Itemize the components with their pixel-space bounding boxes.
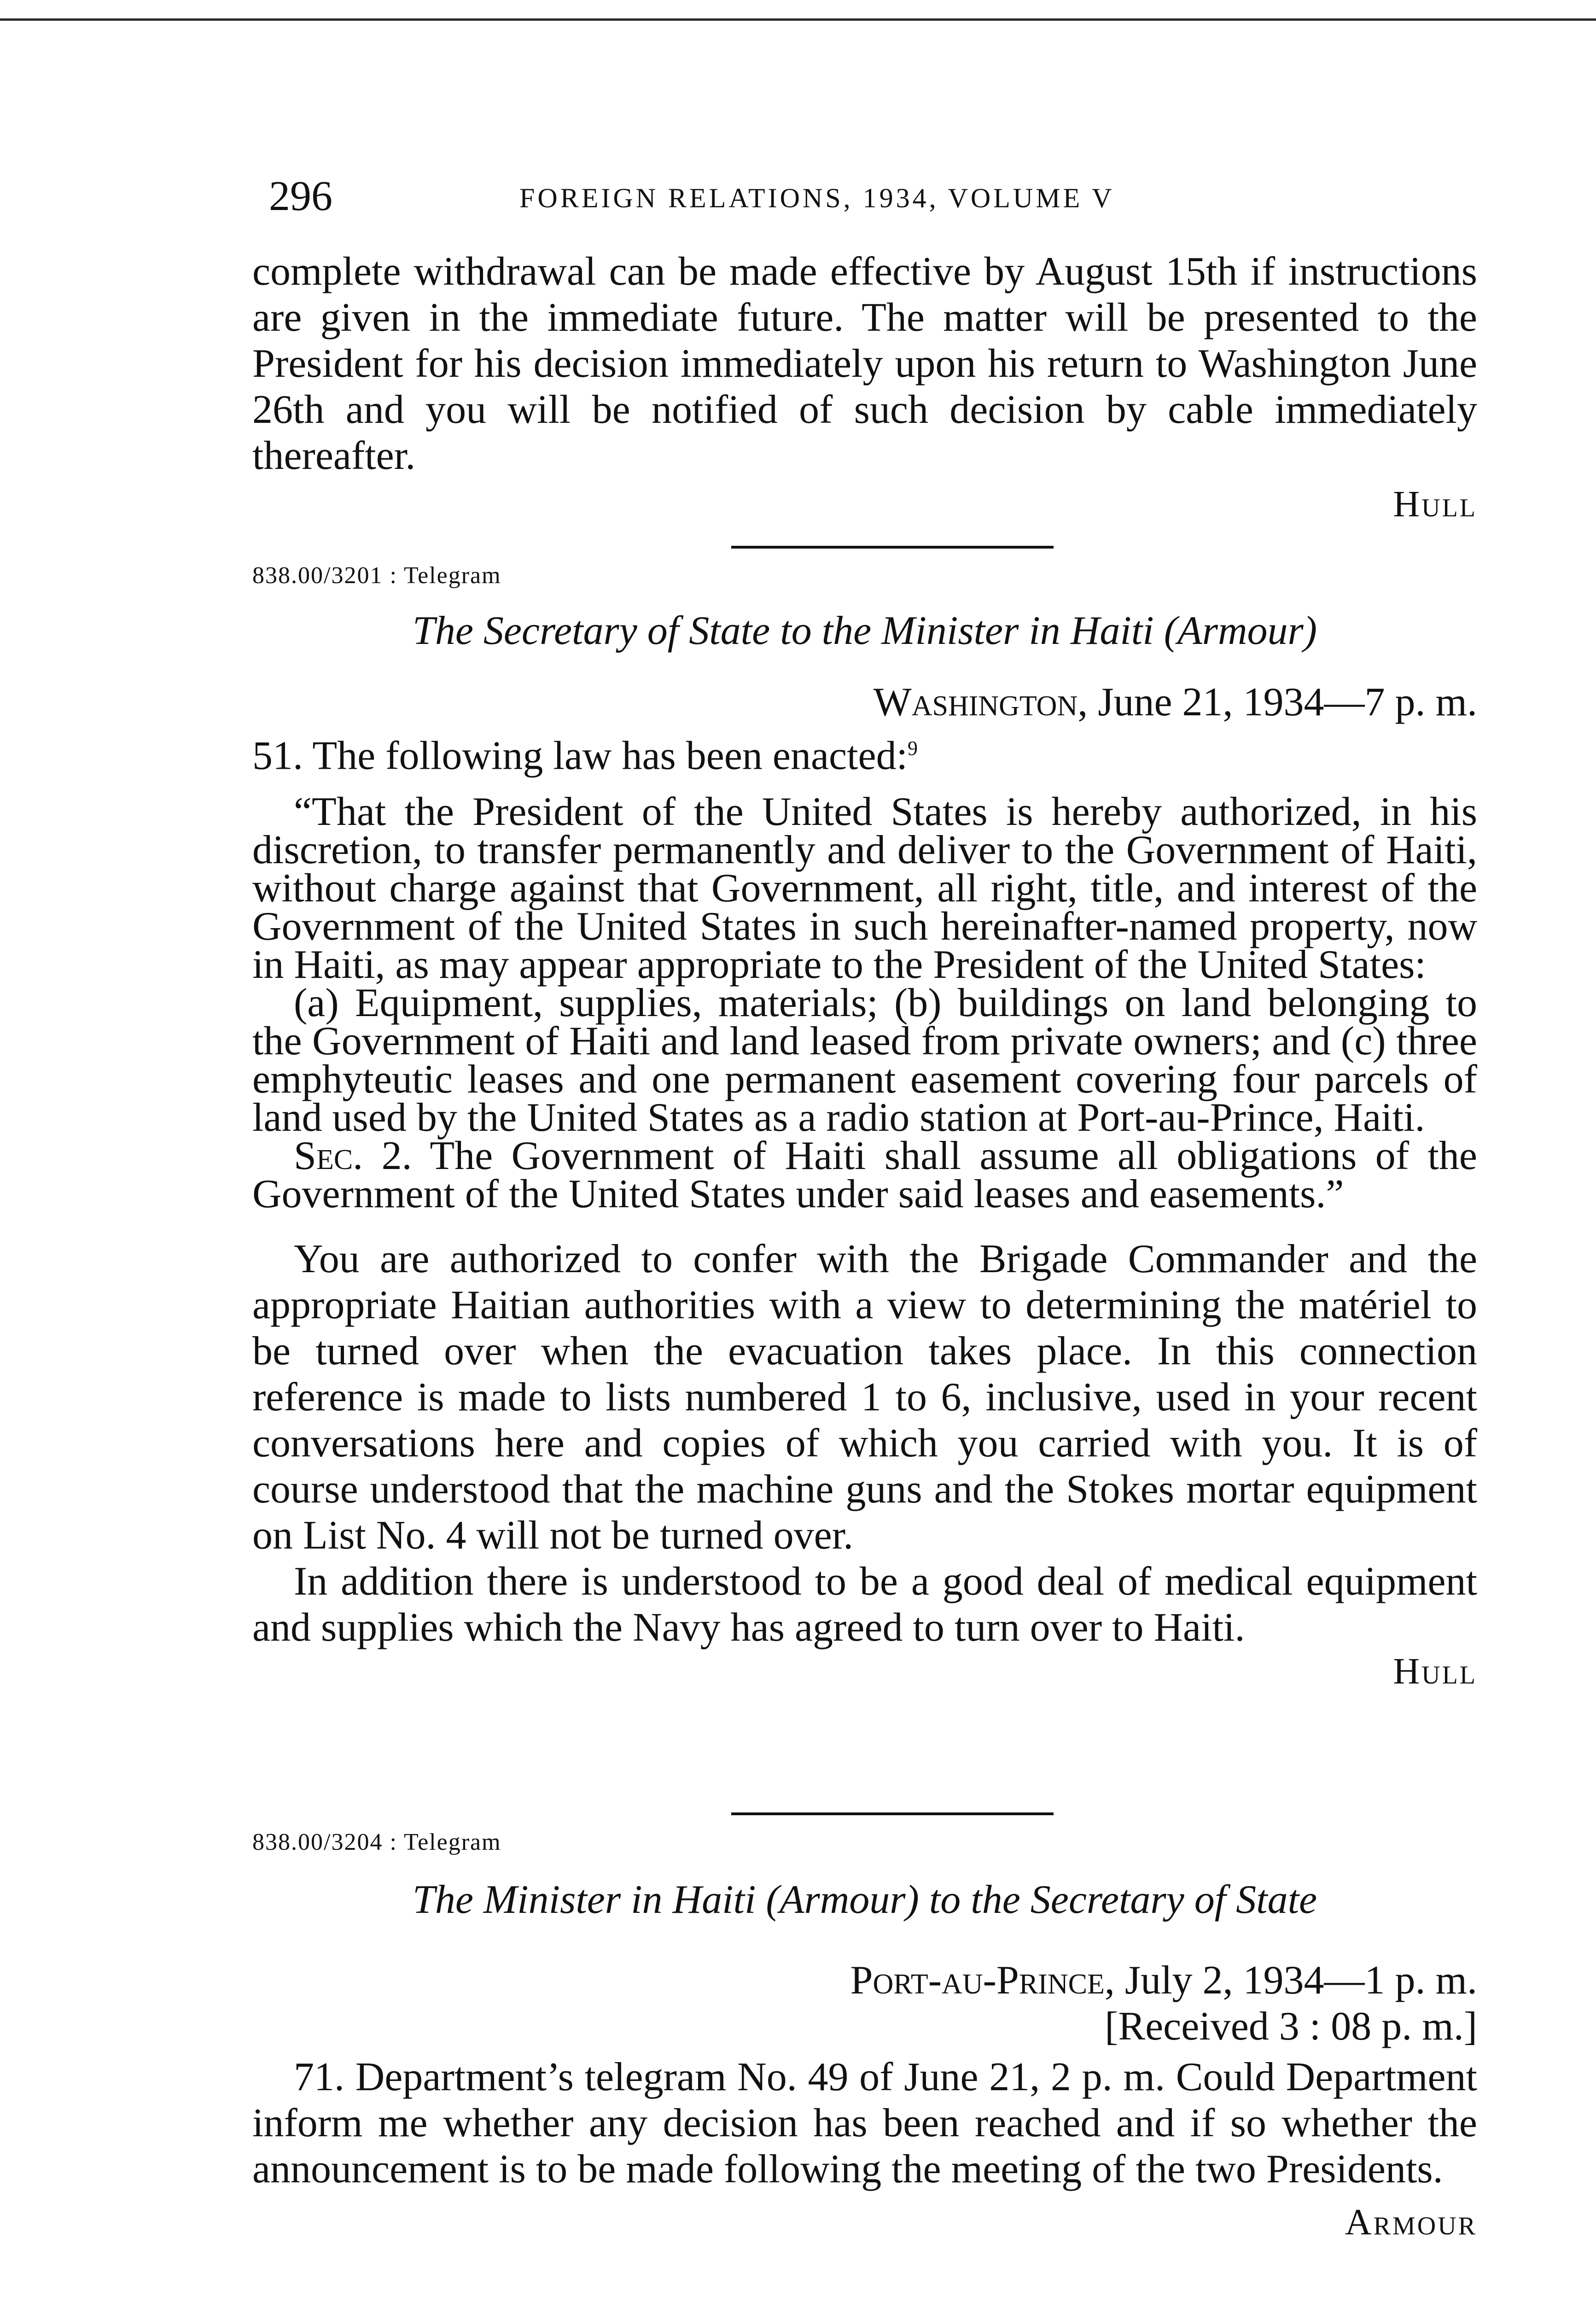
dateline-1 (252, 679, 1477, 725)
footnote-reference: 9 (908, 737, 918, 760)
signature-hull-2: Hull (1393, 1651, 1477, 1692)
section-label: Sec. (294, 1134, 363, 1179)
dateline-place-1: Washington (873, 680, 1078, 725)
dateline-2 (252, 1958, 1477, 2004)
file-number-1: 838.00/3201 : Telegram (252, 562, 501, 589)
dateline-date-2: , July 2, 1934—1 p. m. (1104, 1958, 1477, 2003)
quoted-law (252, 789, 1477, 1217)
opening-text-1: 51. The following law has been enacted: (252, 733, 908, 778)
document-2 (252, 1826, 1477, 2244)
telegram-body-2: 71. Department’s telegram No. 49 of June 21, 2 p. m. Could Department inform me whether any decision has been reached and if so whether the announcement is to be made following the meeting of the two Presidents. (252, 2055, 1477, 2192)
instruction-paragraph-2: In addition there is understood to be a good deal of medical equipment and supplies which the Navy has agreed to turn over to Haiti. (252, 1559, 1477, 1650)
dateline-place-2: Port-au-Prince (850, 1958, 1105, 2003)
document-1 (252, 560, 1477, 1693)
running-head: FOREIGN RELATIONS, 1934, VOLUME V (519, 183, 1115, 213)
opening-line-1 (252, 725, 1477, 779)
instruction-paragraph-1: You are authorized to confer with the Brigade Commander and the appropriate Haitian authorities with a view to determining the matériel to be turned over when the evacuation takes place. In this connection reference is made to lists numbered 1 to 6, inclusive, used in your recent conversations here and copies of which you carried with you. It is of course understood that the machine guns and the Stokes mortar equipment on List No. 4 will not be turned over. (252, 1237, 1477, 1558)
section-divider-2 (731, 1812, 1054, 1815)
top-scan-rule (0, 18, 1596, 21)
section-divider-1 (731, 546, 1054, 549)
quote-paragraph-3 (252, 1134, 1477, 1217)
received-time: [Received 3 : 08 p. m.] (1105, 2004, 1477, 2049)
continuation-section (252, 249, 1477, 526)
dateline-date-1: , June 21, 1934—7 p. m. (1078, 680, 1477, 725)
page-number: 296 (269, 172, 332, 219)
file-number-2: 838.00/3204 : Telegram (252, 1829, 501, 1855)
quote-paragraph-1: “That the President of the United States is hereby authorized, in his discretion, to transfer permanently and deliver to the Government of Haiti, without charge against that Government, all right, title, and interest of the Government of the United States in such hereinafter-named property, now in Haiti, as may appear appropriate to the President of the United States: (252, 789, 1477, 988)
quote-paragraph-3-text: 2. The Government of Haiti shall assume all obligations of the Government of the United States under said leases and easements.” (252, 1134, 1477, 1217)
instructions (252, 1236, 1477, 1693)
signature-hull-1: Hull (1393, 484, 1477, 525)
continuation-paragraph: complete withdrawal can be made effective by August 15th if instructions are given in the immediate future. The matter will be presented to the President for his decision immediately upon his return to Washington June 26th and you will be notified of such decision by cable immediately thereafter. (252, 249, 1477, 478)
page-header (252, 170, 1477, 226)
document-title-1: The Secretary of State to the Minister in Haiti (Armour) (412, 608, 1317, 653)
signature-armour: Armour (1345, 2202, 1477, 2243)
document-title-2: The Minister in Haiti (Armour) to the Secretary of State (412, 1877, 1317, 1922)
quote-paragraph-2: (a) Equipment, supplies, materials; (b) buildings on land belonging to the Government of Haiti and land leased from private owners; and (c) three emphyteutic leases and one permanent easement covering four parcels of land used by the United States as a radio station at Port-au-Prince, Haiti. (252, 981, 1477, 1140)
